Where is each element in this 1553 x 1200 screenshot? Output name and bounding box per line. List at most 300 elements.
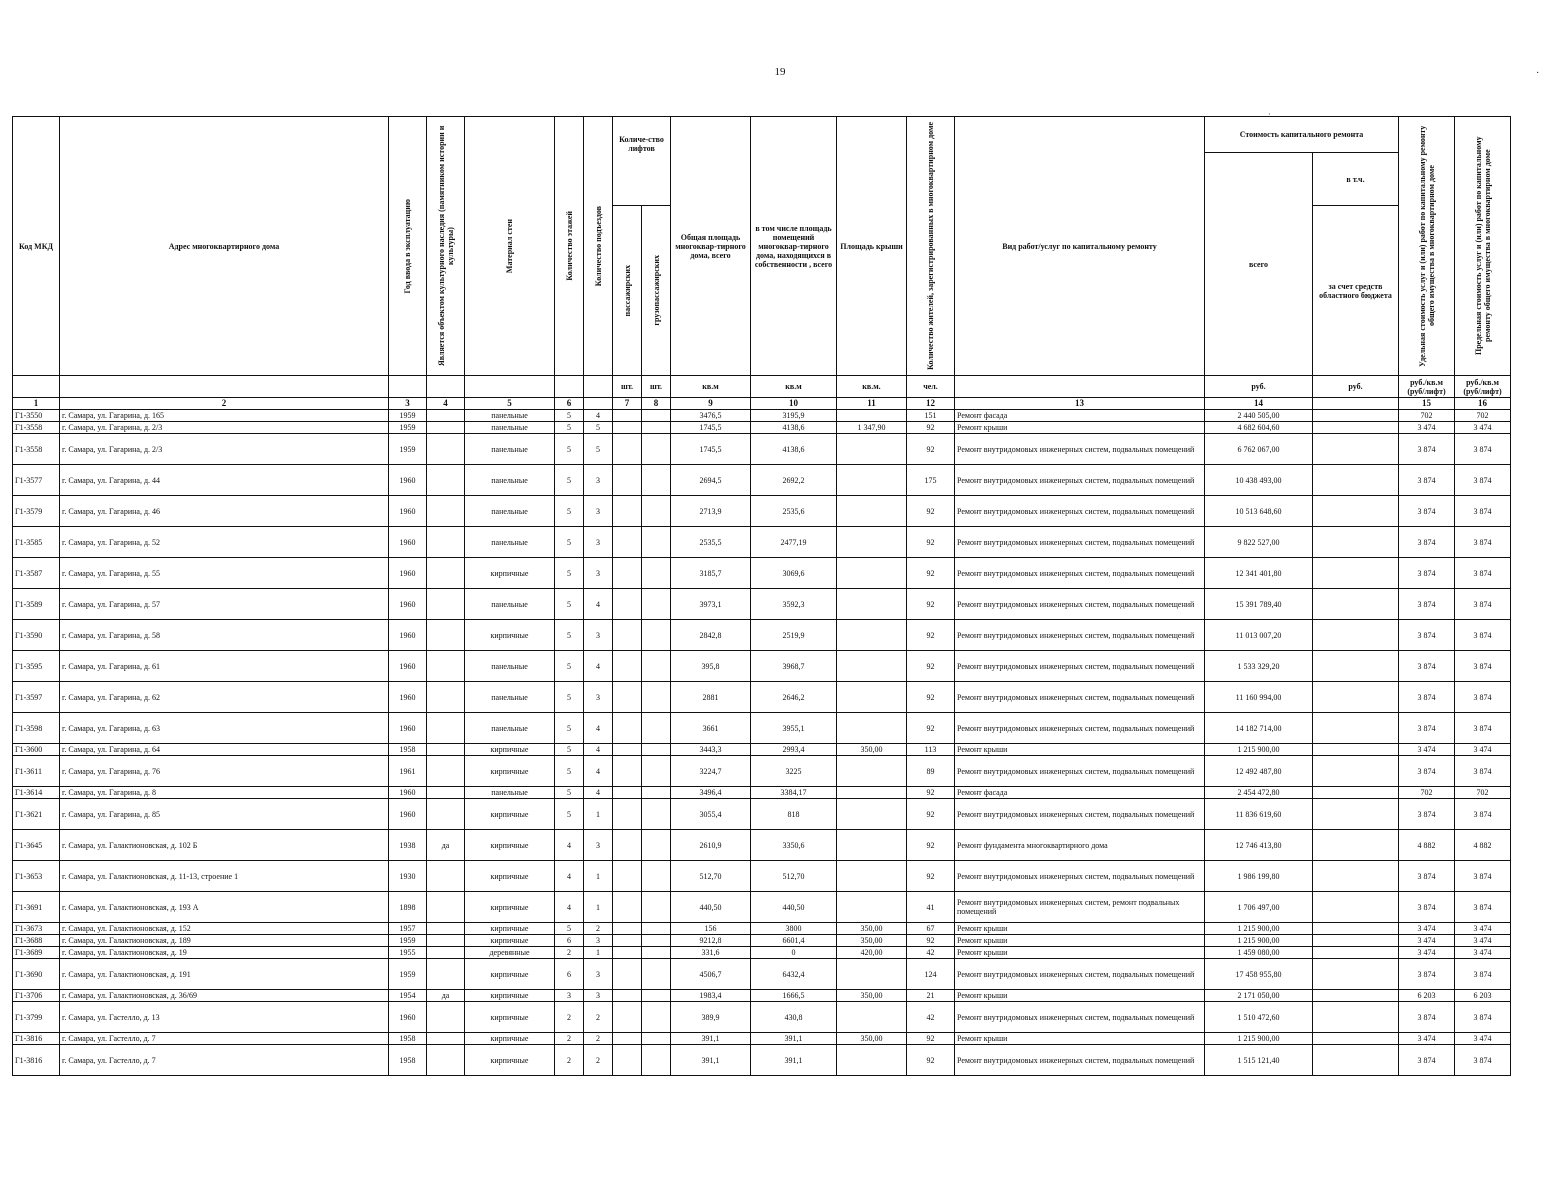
cell-unit-cost: 3 874 [1399, 713, 1455, 744]
cell-unit-cost: 3 874 [1399, 861, 1455, 892]
cell-residents: 92 [907, 434, 955, 465]
cell-roof-area [837, 496, 907, 527]
cell-code: Г1-3589 [13, 589, 60, 620]
cell-address: г. Самара, ул. Галактионовская, д. 191 [60, 959, 389, 990]
cell-residents: 42 [907, 1002, 955, 1033]
cell-max-cost: 3 874 [1455, 589, 1511, 620]
table-row [13, 589, 1511, 620]
cell-area-owned: 2993,4 [751, 744, 837, 756]
header-cost-group: Стоимость капитального ремонта [1205, 117, 1399, 153]
cell-work-type: Ремонт внутридомовых инженерных систем, подвальных помещений [955, 756, 1205, 787]
cell-code: Г1-3558 [13, 434, 60, 465]
cell-year: 1955 [389, 947, 427, 959]
cell-lifts-passenger [613, 410, 642, 422]
cell-roof-area [837, 682, 907, 713]
cell-entrances: 2 [584, 1045, 613, 1076]
cell-max-cost: 3 474 [1455, 744, 1511, 756]
cell-code: Г1-3577 [13, 465, 60, 496]
cell-area-owned: 818 [751, 799, 837, 830]
cell-material: панельные [465, 651, 555, 682]
cell-entrances: 4 [584, 787, 613, 799]
cell-code: Г1-3558 [13, 422, 60, 434]
cell-material: кирпичные [465, 830, 555, 861]
cell-year: 1960 [389, 787, 427, 799]
cell-address: г. Самара, ул. Гагарина, д. 85 [60, 799, 389, 830]
cell-heritage [427, 947, 465, 959]
cell-max-cost: 3 874 [1455, 558, 1511, 589]
cell-entrances: 4 [584, 744, 613, 756]
cell-area-total: 2535,5 [671, 527, 751, 558]
cell-cost-regional [1313, 830, 1399, 861]
header-area-owned: в том числе площадь помещений многоквар-тирного дома, находящихся в собственности , всего [751, 117, 837, 376]
cell-cost-regional [1313, 589, 1399, 620]
cell-floors: 5 [555, 682, 584, 713]
cell-year: 1930 [389, 861, 427, 892]
table-row [13, 422, 1511, 434]
cell-lifts-cargo [642, 682, 671, 713]
table-row [13, 744, 1511, 756]
cell-work-type: Ремонт внутридомовых инженерных систем, подвальных помещений [955, 959, 1205, 990]
cell-material: деревянные [465, 947, 555, 959]
cell-work-type: Ремонт внутридомовых инженерных систем, подвальных помещений [955, 589, 1205, 620]
cell-code: Г1-3690 [13, 959, 60, 990]
cell-roof-area [837, 558, 907, 589]
cell-roof-area [837, 713, 907, 744]
cell-work-type: Ремонт внутридомовых инженерных систем, подвальных помещений [955, 1045, 1205, 1076]
cell-roof-area: 350,00 [837, 923, 907, 935]
cell-lifts-cargo [642, 713, 671, 744]
cell-year: 1960 [389, 799, 427, 830]
cell-max-cost: 4 882 [1455, 830, 1511, 861]
cell-cost-regional [1313, 861, 1399, 892]
cell-residents: 92 [907, 682, 955, 713]
cell-floors: 6 [555, 935, 584, 947]
cell-lifts-passenger [613, 959, 642, 990]
cell-max-cost: 3 474 [1455, 947, 1511, 959]
cell-area-total: 4506,7 [671, 959, 751, 990]
unit-rub-sqm: руб./кв.м (руб/лифт) [1455, 376, 1511, 398]
cell-roof-area: 350,00 [837, 744, 907, 756]
cell-area-total: 1745,5 [671, 422, 751, 434]
cell-work-type: Ремонт крыши [955, 923, 1205, 935]
cell-heritage: да [427, 990, 465, 1002]
cell-floors: 5 [555, 465, 584, 496]
cell-floors: 4 [555, 892, 584, 923]
table-row [13, 787, 1511, 799]
cell-heritage [427, 558, 465, 589]
cell-code: Г1-3585 [13, 527, 60, 558]
cell-cost-regional [1313, 787, 1399, 799]
cell-roof-area [837, 620, 907, 651]
cell-heritage [427, 527, 465, 558]
cell-cost-total: 1 706 497,00 [1205, 892, 1313, 923]
cell-area-owned: 3069,6 [751, 558, 837, 589]
cell-lifts-passenger [613, 935, 642, 947]
cell-lifts-cargo [642, 465, 671, 496]
cell-code: Г1-3653 [13, 861, 60, 892]
cell-residents: 67 [907, 923, 955, 935]
cell-address: г. Самара, ул. Галактионовская, д. 19 [60, 947, 389, 959]
cell-cost-regional [1313, 923, 1399, 935]
cell-cost-regional [1313, 558, 1399, 589]
cell-material: панельные [465, 465, 555, 496]
cell-floors: 5 [555, 651, 584, 682]
cell-code: Г1-3816 [13, 1045, 60, 1076]
cell-code: Г1-3550 [13, 410, 60, 422]
cell-area-total: 3443,3 [671, 744, 751, 756]
cell-material: кирпичные [465, 959, 555, 990]
cell-floors: 5 [555, 496, 584, 527]
cell-max-cost: 3 874 [1455, 682, 1511, 713]
cell-entrances: 2 [584, 1033, 613, 1045]
cell-work-type: Ремонт внутридомовых инженерных систем, подвальных помещений [955, 861, 1205, 892]
cell-area-owned: 3225 [751, 756, 837, 787]
cell-max-cost: 702 [1455, 410, 1511, 422]
cell-cost-total: 11 013 007,20 [1205, 620, 1313, 651]
cell-code: Г1-3691 [13, 892, 60, 923]
cell-heritage [427, 935, 465, 947]
cell-entrances: 2 [584, 1002, 613, 1033]
cell-work-type: Ремонт внутридомовых инженерных систем, подвальных помещений [955, 434, 1205, 465]
cell-work-type: Ремонт внутридомовых инженерных систем, ремонт подвальных помещений [955, 892, 1205, 923]
cell-area-total: 3476,5 [671, 410, 751, 422]
cell-area-owned: 3350,6 [751, 830, 837, 861]
cell-heritage [427, 620, 465, 651]
cell-material: кирпичные [465, 1045, 555, 1076]
table-row [13, 935, 1511, 947]
header-roof-area: Площадь крыши [837, 117, 907, 376]
cell-code: Г1-3621 [13, 799, 60, 830]
cell-code: Г1-3816 [13, 1033, 60, 1045]
table-row [13, 799, 1511, 830]
header-cost-incl: в т.ч. [1313, 153, 1399, 206]
cell-unit-cost: 4 882 [1399, 830, 1455, 861]
header-residents: Количество жителей, зарегистрированных в многоквартирном доме [907, 117, 955, 376]
cell-address: г. Самара, ул. Гастелло, д. 7 [60, 1045, 389, 1076]
cell-cost-total: 1 459 080,00 [1205, 947, 1313, 959]
table-row [13, 434, 1511, 465]
cell-heritage [427, 589, 465, 620]
table-row [13, 620, 1511, 651]
cell-area-owned: 1666,5 [751, 990, 837, 1002]
cell-cost-regional [1313, 422, 1399, 434]
cell-material: кирпичные [465, 756, 555, 787]
header-unit-cost: Удельная стоимость услуг и (или) работ по капитальному ремонту общего имущества в многоквартирном доме [1399, 117, 1455, 376]
cell-work-type: Ремонт внутридомовых инженерных систем, подвальных помещений [955, 527, 1205, 558]
cell-roof-area: 350,00 [837, 990, 907, 1002]
cell-work-type: Ремонт внутридомовых инженерных систем, подвальных помещений [955, 682, 1205, 713]
cell-address: г. Самара, ул. Галактионовская, д. 152 [60, 923, 389, 935]
cell-lifts-cargo [642, 527, 671, 558]
cell-floors: 5 [555, 527, 584, 558]
cell-area-total: 2881 [671, 682, 751, 713]
header-cost-total: всего [1205, 153, 1313, 376]
cell-unit-cost: 3 874 [1399, 465, 1455, 496]
cell-max-cost: 3 474 [1455, 1033, 1511, 1045]
header-floors: Количество этажей [555, 117, 584, 376]
cell-unit-cost: 702 [1399, 787, 1455, 799]
table-row [13, 1033, 1511, 1045]
cell-max-cost: 6 203 [1455, 990, 1511, 1002]
cell-residents: 92 [907, 651, 955, 682]
cell-max-cost: 3 874 [1455, 861, 1511, 892]
cell-year: 1959 [389, 410, 427, 422]
table-row [13, 713, 1511, 744]
cell-lifts-passenger [613, 990, 642, 1002]
cell-area-owned: 391,1 [751, 1033, 837, 1045]
table-row [13, 496, 1511, 527]
cell-residents: 42 [907, 947, 955, 959]
cell-heritage [427, 892, 465, 923]
cell-material: кирпичные [465, 892, 555, 923]
cell-material: панельные [465, 422, 555, 434]
cell-cost-regional [1313, 935, 1399, 947]
cell-entrances: 3 [584, 558, 613, 589]
cell-roof-area [837, 830, 907, 861]
cell-material: панельные [465, 713, 555, 744]
cell-heritage [427, 713, 465, 744]
cell-residents: 92 [907, 1045, 955, 1076]
cell-address: г. Самара, ул. Гагарина, д. 64 [60, 744, 389, 756]
cell-address: г. Самара, ул. Галактионовская, д. 102 Б [60, 830, 389, 861]
cell-lifts-cargo [642, 787, 671, 799]
cell-lifts-cargo [642, 935, 671, 947]
header-lifts: Количе-ство лифтов [613, 117, 671, 206]
cell-address: г. Самара, ул. Гагарина, д. 55 [60, 558, 389, 589]
cell-entrances: 5 [584, 434, 613, 465]
cell-work-type: Ремонт фасада [955, 410, 1205, 422]
cell-work-type: Ремонт крыши [955, 744, 1205, 756]
cell-area-total: 3055,4 [671, 799, 751, 830]
cell-roof-area: 350,00 [837, 1033, 907, 1045]
cell-lifts-cargo [642, 558, 671, 589]
cell-work-type: Ремонт внутридомовых инженерных систем, подвальных помещений [955, 496, 1205, 527]
cell-floors: 5 [555, 410, 584, 422]
cell-cost-regional [1313, 651, 1399, 682]
cell-cost-total: 1 986 199,80 [1205, 861, 1313, 892]
cell-floors: 5 [555, 422, 584, 434]
cell-material: панельные [465, 496, 555, 527]
cell-year: 1960 [389, 651, 427, 682]
cell-address: г. Самара, ул. Галактионовская, д. 193 А [60, 892, 389, 923]
cell-area-total: 391,1 [671, 1045, 751, 1076]
cell-roof-area [837, 861, 907, 892]
cell-floors: 6 [555, 959, 584, 990]
header-material: Материал стен [465, 117, 555, 376]
cell-max-cost: 3 874 [1455, 756, 1511, 787]
cell-year: 1959 [389, 434, 427, 465]
cell-code: Г1-3590 [13, 620, 60, 651]
cell-code: Г1-3689 [13, 947, 60, 959]
cell-address: г. Самара, ул. Гагарина, д. 2/3 [60, 434, 389, 465]
cell-area-owned: 3384,17 [751, 787, 837, 799]
cell-material: кирпичные [465, 1002, 555, 1033]
cell-lifts-cargo [642, 434, 671, 465]
cell-unit-cost: 702 [1399, 410, 1455, 422]
cell-lifts-passenger [613, 620, 642, 651]
cell-entrances: 1 [584, 892, 613, 923]
cell-roof-area [837, 1045, 907, 1076]
cell-max-cost: 3 874 [1455, 1045, 1511, 1076]
cell-address: г. Самара, ул. Гагарина, д. 165 [60, 410, 389, 422]
cell-entrances: 3 [584, 959, 613, 990]
cell-cost-total: 1 533 329,20 [1205, 651, 1313, 682]
cell-lifts-cargo [642, 892, 671, 923]
cell-area-owned: 440,50 [751, 892, 837, 923]
cell-cost-total: 1 515 121,40 [1205, 1045, 1313, 1076]
cell-code: Г1-3799 [13, 1002, 60, 1033]
cell-material: панельные [465, 410, 555, 422]
header-code: Код МКД [13, 117, 60, 376]
cell-lifts-cargo [642, 830, 671, 861]
unit-rub: руб. [1205, 376, 1313, 398]
cell-lifts-passenger [613, 651, 642, 682]
cell-code: Г1-3611 [13, 756, 60, 787]
cell-area-owned: 6432,4 [751, 959, 837, 990]
cell-cost-total: 10 513 648,60 [1205, 496, 1313, 527]
cell-entrances: 2 [584, 923, 613, 935]
cell-area-owned: 2519,9 [751, 620, 837, 651]
cell-area-owned: 6601,4 [751, 935, 837, 947]
cell-area-owned: 3195,9 [751, 410, 837, 422]
cell-material: панельные [465, 434, 555, 465]
cell-heritage [427, 682, 465, 713]
header-lifts-passenger: пассажирских [613, 206, 642, 376]
cell-work-type: Ремонт внутридомовых инженерных систем, подвальных помещений [955, 1002, 1205, 1033]
cell-unit-cost: 3 474 [1399, 947, 1455, 959]
cell-area-owned: 2692,2 [751, 465, 837, 496]
cell-address: г. Самара, ул. Гастелло, д. 13 [60, 1002, 389, 1033]
cell-residents: 92 [907, 589, 955, 620]
cell-floors: 2 [555, 1033, 584, 1045]
cell-area-total: 2610,9 [671, 830, 751, 861]
cell-area-total: 9212,8 [671, 935, 751, 947]
cell-year: 1954 [389, 990, 427, 1002]
cell-year: 1957 [389, 923, 427, 935]
cell-cost-total: 15 391 789,40 [1205, 589, 1313, 620]
cell-lifts-cargo [642, 651, 671, 682]
cell-floors: 2 [555, 1045, 584, 1076]
cell-area-total: 3496,4 [671, 787, 751, 799]
cell-entrances: 1 [584, 861, 613, 892]
cell-year: 1960 [389, 620, 427, 651]
cell-unit-cost: 3 474 [1399, 923, 1455, 935]
cell-work-type: Ремонт внутридомовых инженерных систем, подвальных помещений [955, 465, 1205, 496]
cell-max-cost: 3 874 [1455, 527, 1511, 558]
cell-roof-area: 420,00 [837, 947, 907, 959]
cell-work-type: Ремонт крыши [955, 1033, 1205, 1045]
cell-cost-total: 12 492 487,80 [1205, 756, 1313, 787]
cell-lifts-passenger [613, 1002, 642, 1033]
cell-material: кирпичные [465, 861, 555, 892]
cell-unit-cost: 3 874 [1399, 682, 1455, 713]
cell-material: кирпичные [465, 923, 555, 935]
cell-unit-cost: 3 474 [1399, 744, 1455, 756]
cell-year: 1961 [389, 756, 427, 787]
cell-unit-cost: 6 203 [1399, 990, 1455, 1002]
cell-floors: 5 [555, 620, 584, 651]
cell-year: 1958 [389, 1033, 427, 1045]
cell-lifts-cargo [642, 1045, 671, 1076]
cell-cost-total: 14 182 714,00 [1205, 713, 1313, 744]
cell-cost-total: 17 458 955,80 [1205, 959, 1313, 990]
cell-lifts-cargo [642, 410, 671, 422]
cell-lifts-passenger [613, 496, 642, 527]
header-year: Год ввода в эксплуатацию [389, 117, 427, 376]
cell-unit-cost: 3 874 [1399, 496, 1455, 527]
page-number: 19 [774, 66, 786, 78]
cell-roof-area [837, 527, 907, 558]
cell-code: Г1-3614 [13, 787, 60, 799]
cell-floors: 5 [555, 713, 584, 744]
cell-area-total: 3224,7 [671, 756, 751, 787]
cell-cost-total: 12 341 401,80 [1205, 558, 1313, 589]
cell-lifts-passenger [613, 861, 642, 892]
header-entrances: Количество подъездов [584, 117, 613, 376]
table-row [13, 558, 1511, 589]
cell-lifts-cargo [642, 990, 671, 1002]
cell-lifts-passenger [613, 713, 642, 744]
cell-unit-cost: 3 874 [1399, 527, 1455, 558]
cell-residents: 21 [907, 990, 955, 1002]
cell-address: г. Самара, ул. Гагарина, д. 62 [60, 682, 389, 713]
cell-roof-area [837, 651, 907, 682]
cell-cost-regional [1313, 1002, 1399, 1033]
cell-cost-total: 9 822 527,00 [1205, 527, 1313, 558]
cell-lifts-cargo [642, 861, 671, 892]
cell-area-total: 1745,5 [671, 434, 751, 465]
cell-code: Г1-3579 [13, 496, 60, 527]
cell-unit-cost: 3 874 [1399, 558, 1455, 589]
cell-floors: 4 [555, 861, 584, 892]
cell-year: 1960 [389, 589, 427, 620]
cell-material: кирпичные [465, 558, 555, 589]
cell-unit-cost: 3 874 [1399, 959, 1455, 990]
cell-code: Г1-3673 [13, 923, 60, 935]
table-row [13, 682, 1511, 713]
cell-address: г. Самара, ул. Галактионовская, д. 189 [60, 935, 389, 947]
cell-floors: 5 [555, 589, 584, 620]
cell-area-owned: 2646,2 [751, 682, 837, 713]
cell-max-cost: 3 874 [1455, 959, 1511, 990]
cell-year: 1898 [389, 892, 427, 923]
cell-area-total: 512,70 [671, 861, 751, 892]
cell-year: 1958 [389, 1045, 427, 1076]
cell-entrances: 4 [584, 756, 613, 787]
cell-lifts-passenger [613, 527, 642, 558]
cell-work-type: Ремонт внутридомовых инженерных систем, подвальных помещений [955, 713, 1205, 744]
cell-cost-total: 1 215 900,00 [1205, 935, 1313, 947]
cell-year: 1959 [389, 935, 427, 947]
table-row [13, 756, 1511, 787]
cell-lifts-cargo [642, 422, 671, 434]
cell-cost-regional [1313, 434, 1399, 465]
cell-entrances: 4 [584, 589, 613, 620]
cell-cost-regional [1313, 713, 1399, 744]
cell-heritage [427, 422, 465, 434]
cell-unit-cost: 3 474 [1399, 935, 1455, 947]
cell-address: г. Самара, ул. Гагарина, д. 8 [60, 787, 389, 799]
cell-cost-total: 1 215 900,00 [1205, 923, 1313, 935]
cell-residents: 92 [907, 935, 955, 947]
cell-area-total: 391,1 [671, 1033, 751, 1045]
cell-code: Г1-3600 [13, 744, 60, 756]
header-cost-regional: за счет средств областного бюджета [1313, 206, 1399, 376]
cell-area-total: 2842,8 [671, 620, 751, 651]
cell-floors: 2 [555, 947, 584, 959]
cell-work-type: Ремонт внутридомовых инженерных систем, подвальных помещений [955, 558, 1205, 589]
cell-work-type: Ремонт внутридомовых инженерных систем, подвальных помещений [955, 620, 1205, 651]
